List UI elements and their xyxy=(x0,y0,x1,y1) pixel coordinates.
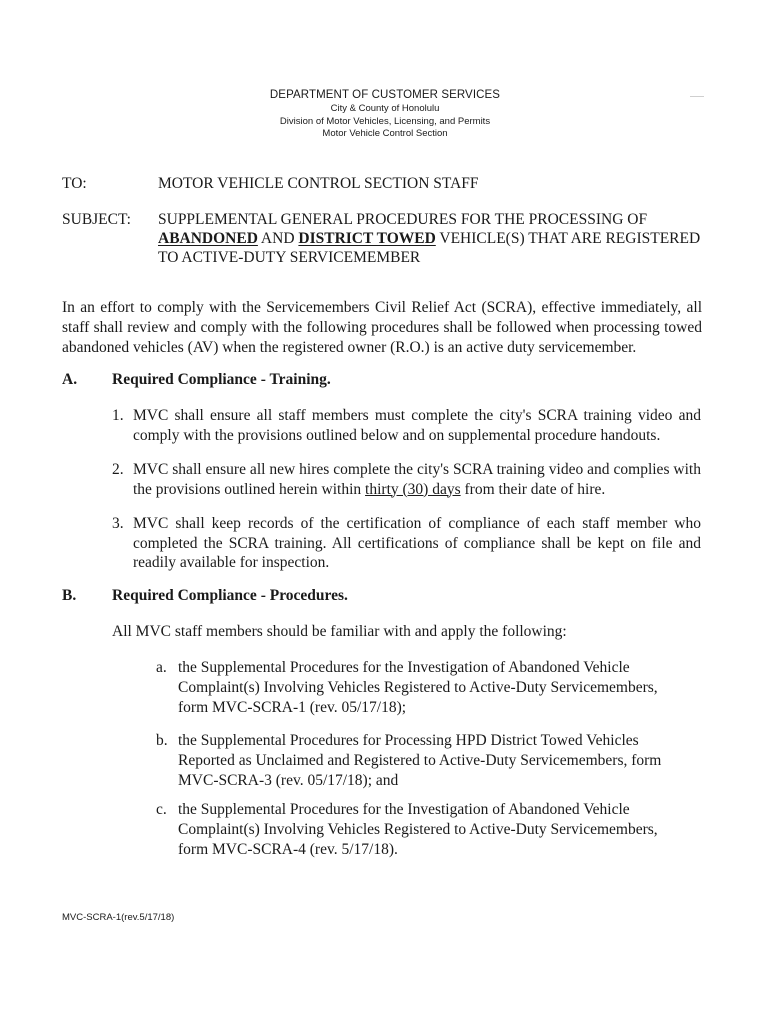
section-name: Motor Vehicle Control Section xyxy=(322,128,448,139)
subject-and: AND xyxy=(257,230,299,247)
subject-line-2 xyxy=(158,229,700,248)
subject-line-3: TO ACTIVE-DUTY SERVICEMEMBER xyxy=(158,249,421,266)
city-name: City & County of Honolulu xyxy=(330,103,440,114)
item-b-letter: b. xyxy=(156,732,168,749)
section-a-letter: A. xyxy=(62,371,78,388)
subject-line-2-rest: VEHICLE(S) THAT ARE REGISTERED xyxy=(435,230,701,247)
to-value: MOTOR VEHICLE CONTROL SECTION STAFF xyxy=(158,175,479,192)
item-3-number: 3. xyxy=(112,515,124,532)
item-c-text: the Supplemental Procedures for the Investigation of Abandoned Vehicle Complaint(s) Involving Vehicles Registered to Active-Duty Servicemembers, form MVC-SCRA-4 (rev. 5/17/18). xyxy=(178,801,658,858)
scan-mark xyxy=(690,96,704,97)
subject-label: SUBJECT: xyxy=(62,211,131,228)
to-label: TO: xyxy=(62,175,87,192)
thirty-days-underlined: thirty (30) days xyxy=(365,480,461,498)
item-2-text-start: MVC shall ensure all new hires complete the city's SCRA training video and complies with the provisions outlined herein within xyxy=(133,461,701,498)
item-3-text: MVC shall keep records of the certification of compliance of each staff member who completed the SCRA training. All certifications of compliance shall be kept on file and readily available for inspection. xyxy=(133,515,701,571)
letterhead xyxy=(0,88,770,141)
section-b-intro: All MVC staff members should be familiar with and apply the following: xyxy=(112,623,567,640)
item-2-number: 2. xyxy=(112,461,124,478)
item-a-letter: a. xyxy=(156,659,167,676)
subject-line-1: SUPPLEMENTAL GENERAL PROCEDURES FOR THE PROCESSING OF xyxy=(158,211,648,228)
item-2-text-end: from their date of hire. xyxy=(460,480,606,498)
item-1-text: MVC shall ensure all staff members must complete the city's SCRA training video and comply with the provisions outlined below and on supplemental procedure handouts. xyxy=(133,407,701,444)
section-a-title: Required Compliance - Training. xyxy=(112,371,331,388)
section-b-title: Required Compliance - Procedures. xyxy=(112,587,348,604)
district-towed-underlined: DISTRICT TOWED xyxy=(298,230,436,247)
division-name: Division of Motor Vehicles, Licensing, and Permits xyxy=(279,115,491,127)
item-c-letter: c. xyxy=(156,801,167,818)
item-2-text xyxy=(133,460,701,499)
item-b-text: the Supplemental Procedures for Processing HPD District Towed Vehicles Reported as Unclaimed and Registered to Active-Duty Servicemembers, form MVC-SCRA-3 (rev. 05/17/18); and xyxy=(178,732,662,789)
abandoned-underlined: ABANDONED xyxy=(158,230,258,247)
item-a-text: the Supplemental Procedures for the Investigation of Abandoned Vehicle Complaint(s) Involving Vehicles Registered to Active-Duty Servicemembers, form MVC-SCRA-1 (rev. 05/17/18); xyxy=(178,659,658,716)
intro-paragraph: In an effort to comply with the Servicemembers Civil Relief Act (SCRA), effective immediately, all staff shall review and comply with the following procedures shall be followed when processing towed abandoned vehicles (AV) when the registered owner (R.O.) is an active duty servicemember. xyxy=(62,299,702,356)
form-footer-code: MVC-SCRA-1(rev.5/17/18) xyxy=(62,912,175,923)
item-1-number: 1. xyxy=(112,407,124,424)
section-b-letter: B. xyxy=(62,587,77,604)
department-name: DEPARTMENT OF CUSTOMER SERVICES xyxy=(269,89,501,101)
